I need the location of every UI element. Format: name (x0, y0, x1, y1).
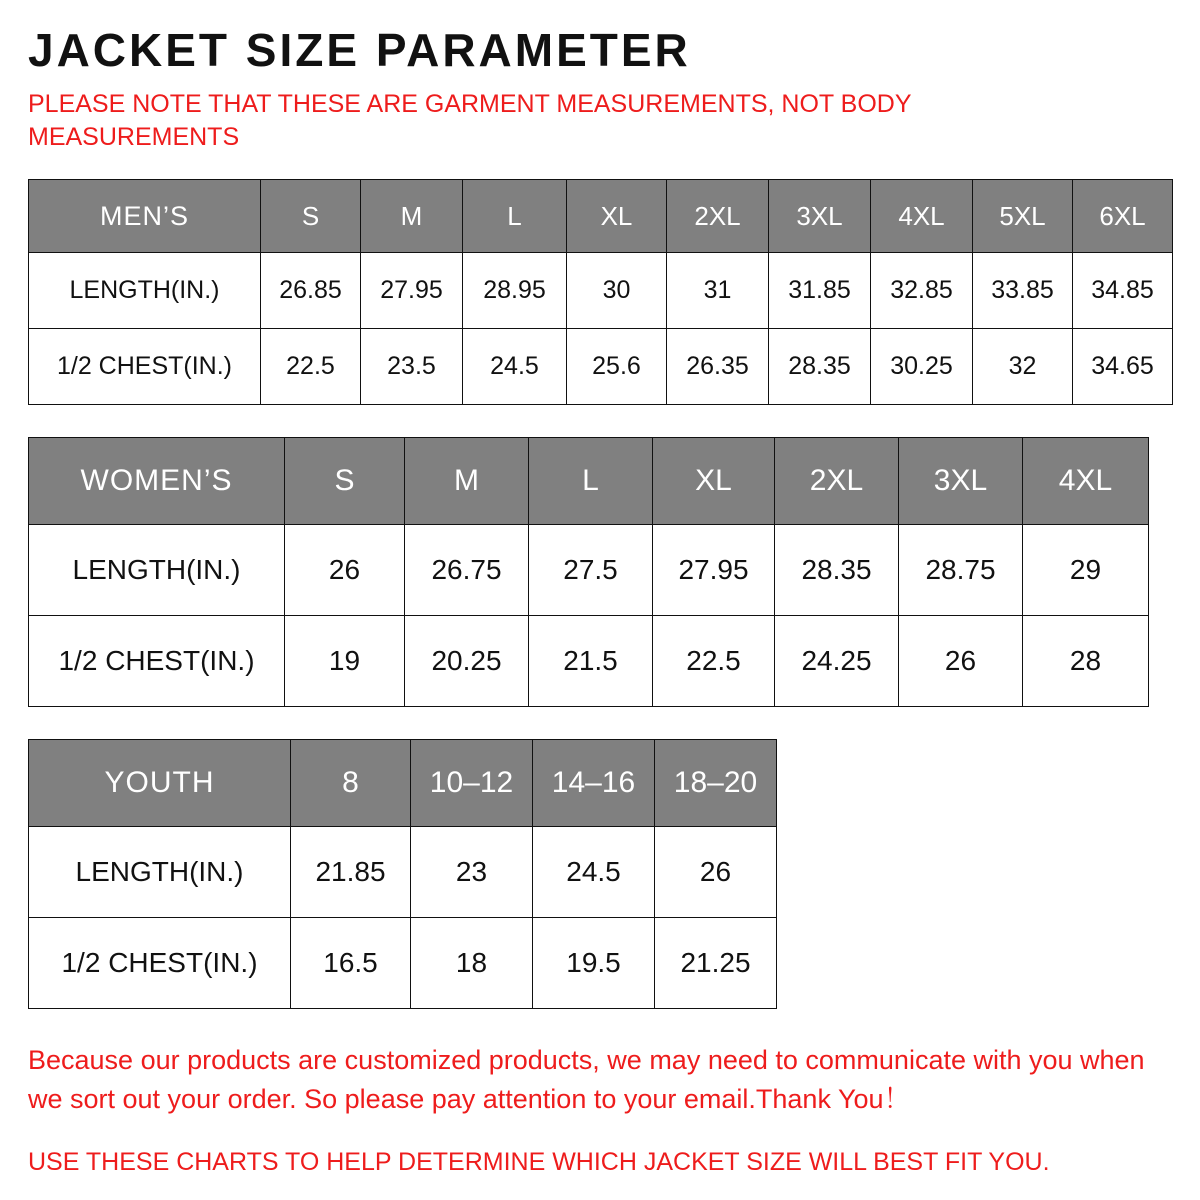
row-label: 1/2 CHEST(IN.) (29, 616, 285, 707)
measure-cell: 24.5 (463, 329, 567, 405)
row-label: 1/2 CHEST(IN.) (29, 329, 261, 405)
table-row (29, 616, 1149, 707)
measure-cell: 26 (899, 616, 1023, 707)
size-header-cell: XL (567, 180, 667, 253)
womens-table-label: WOMEN’S (29, 438, 285, 525)
measure-cell: 21.5 (529, 616, 653, 707)
measure-cell: 30.25 (871, 329, 973, 405)
measure-cell: 32.85 (871, 253, 973, 329)
measure-cell: 19.5 (533, 918, 655, 1009)
measure-cell: 27.95 (653, 525, 775, 616)
measure-cell: 21.85 (291, 827, 411, 918)
footer-customization-note: Because our products are customized products, we may need to communicate with you when we sort out your order. So please pay attention to your email.Thank You！ (28, 1045, 1145, 1115)
measure-cell: 21.25 (655, 918, 777, 1009)
measure-cell: 16.5 (291, 918, 411, 1009)
measure-cell: 27.95 (361, 253, 463, 329)
measure-cell: 22.5 (653, 616, 775, 707)
size-header-cell: 10–12 (411, 740, 533, 827)
measure-cell: 28.95 (463, 253, 567, 329)
table-row (29, 329, 1173, 405)
measure-cell: 33.85 (973, 253, 1073, 329)
size-header-cell: 4XL (871, 180, 973, 253)
measure-cell: 26.35 (667, 329, 769, 405)
measure-cell: 23.5 (361, 329, 463, 405)
footer-usage-note: USE THESE CHARTS TO HELP DETERMINE WHICH JACKET SIZE WILL BEST FIT YOU. (28, 1147, 1050, 1176)
size-header-cell: 2XL (667, 180, 769, 253)
table-row (29, 253, 1173, 329)
size-header-cell: 2XL (775, 438, 899, 525)
size-header-cell: 4XL (1023, 438, 1149, 525)
row-label: 1/2 CHEST(IN.) (29, 918, 291, 1009)
size-header-cell: S (261, 180, 361, 253)
mens-table-label: MEN’S (29, 180, 261, 253)
row-label: LENGTH(IN.) (29, 827, 291, 918)
table-header-row (29, 180, 1173, 253)
youth-table-label: YOUTH (29, 740, 291, 827)
measure-cell: 20.25 (405, 616, 529, 707)
measure-cell: 22.5 (261, 329, 361, 405)
measure-cell: 26.85 (261, 253, 361, 329)
measure-cell: 27.5 (529, 525, 653, 616)
measure-cell: 28.35 (769, 329, 871, 405)
size-header-cell: 14–16 (533, 740, 655, 827)
measure-cell: 18 (411, 918, 533, 1009)
measure-cell: 34.85 (1073, 253, 1173, 329)
table-row (29, 525, 1149, 616)
youth-size-table (28, 739, 777, 1009)
row-label: LENGTH(IN.) (29, 525, 285, 616)
measure-cell: 26.75 (405, 525, 529, 616)
measure-cell: 25.6 (567, 329, 667, 405)
size-header-cell: 3XL (769, 180, 871, 253)
measure-cell: 29 (1023, 525, 1149, 616)
footer-notes (28, 1041, 1172, 1180)
table-row (29, 827, 777, 918)
table-header-row (29, 740, 777, 827)
measure-cell: 24.25 (775, 616, 899, 707)
row-label: LENGTH(IN.) (29, 253, 261, 329)
measure-cell: 24.5 (533, 827, 655, 918)
measure-cell: 31.85 (769, 253, 871, 329)
size-header-cell: L (529, 438, 653, 525)
measure-cell: 23 (411, 827, 533, 918)
measure-cell: 30 (567, 253, 667, 329)
mens-size-table (28, 179, 1173, 405)
size-header-cell: M (361, 180, 463, 253)
size-header-cell: XL (653, 438, 775, 525)
size-header-cell: S (285, 438, 405, 525)
measure-cell: 19 (285, 616, 405, 707)
measure-cell: 28 (1023, 616, 1149, 707)
measure-cell: 32 (973, 329, 1073, 405)
size-header-cell: 6XL (1073, 180, 1173, 253)
measure-cell: 26 (285, 525, 405, 616)
measure-cell: 28.35 (775, 525, 899, 616)
size-header-cell: M (405, 438, 529, 525)
womens-size-table (28, 437, 1149, 707)
measurement-note: PLEASE NOTE THAT THESE ARE GARMENT MEASUREMENTS, NOT BODY MEASUREMENTS (28, 90, 912, 151)
measure-cell: 28.75 (899, 525, 1023, 616)
measure-cell: 26 (655, 827, 777, 918)
table-header-row (29, 438, 1149, 525)
size-header-cell: 8 (291, 740, 411, 827)
measure-cell: 34.65 (1073, 329, 1173, 405)
measure-cell: 31 (667, 253, 769, 329)
table-row (29, 918, 777, 1009)
size-header-cell: 5XL (973, 180, 1073, 253)
size-header-cell: 3XL (899, 438, 1023, 525)
size-header-cell: L (463, 180, 567, 253)
size-header-cell: 18–20 (655, 740, 777, 827)
page-title: JACKET SIZE PARAMETER (28, 24, 691, 76)
